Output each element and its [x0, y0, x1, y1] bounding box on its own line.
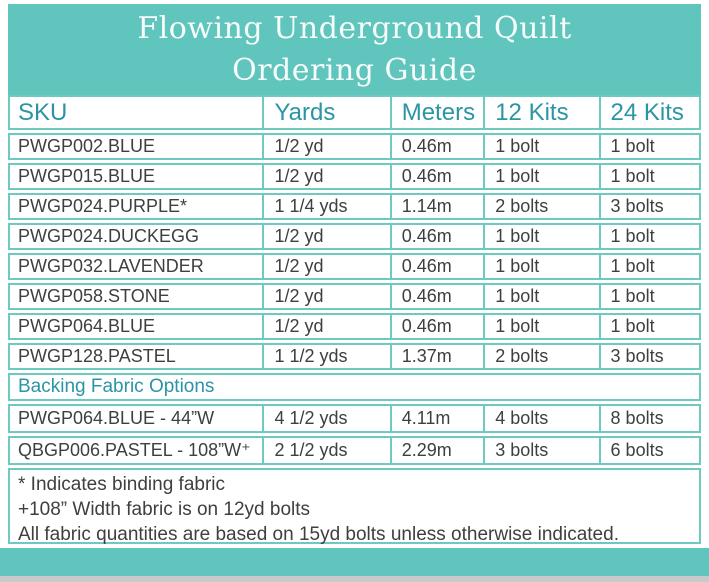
footnote-108width: +108” Width fabric is on 12yd bolts: [18, 499, 311, 520]
cell-12kits: 1 bolt: [483, 225, 598, 248]
cell-meters: 1.14m: [390, 195, 483, 218]
cell-sku: PWGP015.BLUE: [18, 166, 156, 186]
table-row: [8, 313, 701, 340]
section-label: Backing Fabric Options: [18, 376, 215, 397]
cell-12kits: 2 bolts: [483, 195, 598, 218]
table-row: [8, 163, 701, 190]
page-title-line2: Ordering Guide: [232, 52, 477, 88]
cell-yards: 1/2 yd: [262, 165, 389, 188]
cell-sku: QBGP006.PASTEL - 108”W⁺: [18, 440, 251, 460]
footnotes-box: [8, 468, 701, 544]
table-row: [8, 436, 701, 465]
cell-yards: 2 1/2 yds: [262, 438, 389, 463]
footer-teal-bar: [0, 548, 709, 576]
cell-24kits: 3 bolts: [599, 345, 699, 368]
cell-24kits: 1 bolt: [599, 165, 699, 188]
table-row: [8, 133, 701, 160]
column-header-sku: SKU: [18, 98, 68, 126]
cell-24kits: 3 bolts: [599, 195, 699, 218]
cell-sku: PWGP024.DUCKEGG: [18, 226, 200, 246]
cell-sku: PWGP064.BLUE: [18, 316, 156, 336]
cell-sku: PWGP058.STONE: [18, 286, 170, 306]
table-row: [8, 283, 701, 310]
table-row: [8, 404, 701, 433]
cell-yards: 4 1/2 yds: [262, 406, 389, 431]
cell-yards: 1/2 yd: [262, 285, 389, 308]
cell-meters: 0.46m: [390, 225, 483, 248]
cell-24kits: 1 bolt: [599, 315, 699, 338]
cell-12kits: 2 bolts: [483, 345, 598, 368]
cell-meters: 0.46m: [390, 255, 483, 278]
cell-sku: PWGP002.BLUE: [18, 136, 156, 156]
cell-meters: 0.46m: [390, 165, 483, 188]
cell-yards: 1/2 yd: [262, 255, 389, 278]
column-header-24kits: 24 Kits: [599, 97, 699, 128]
title-block: [8, 4, 701, 95]
cell-12kits: 1 bolt: [483, 165, 598, 188]
cell-12kits: 1 bolt: [483, 315, 598, 338]
cell-12kits: 1 bolt: [483, 255, 598, 278]
cell-24kits: 1 bolt: [599, 135, 699, 158]
cell-12kits: 1 bolt: [483, 285, 598, 308]
cell-yards: 1/2 yd: [262, 135, 389, 158]
cell-24kits: 1 bolt: [599, 255, 699, 278]
cell-24kits: 1 bolt: [599, 225, 699, 248]
cell-sku: PWGP064.BLUE - 44”W: [18, 408, 215, 428]
cell-12kits: 4 bolts: [483, 406, 598, 431]
cell-meters: 2.29m: [390, 438, 483, 463]
cell-yards: 1/2 yd: [262, 315, 389, 338]
cell-12kits: 1 bolt: [483, 135, 598, 158]
table-row: [8, 223, 701, 250]
footnote-quantities: All fabric quantities are based on 15yd bolts unless otherwise indicated.: [18, 524, 619, 545]
cell-sku: PWGP024.PURPLE*: [18, 196, 188, 216]
page-title-line1: Flowing Underground Quilt: [137, 10, 572, 46]
cell-sku: PWGP128.PASTEL: [18, 346, 176, 366]
cell-24kits: 1 bolt: [599, 285, 699, 308]
cell-meters: 1.37m: [390, 345, 483, 368]
cell-meters: 0.46m: [390, 285, 483, 308]
footnote-binding: * Indicates binding fabric: [18, 474, 226, 495]
table-row: [8, 253, 701, 280]
cell-24kits: 6 bolts: [599, 438, 699, 463]
cell-24kits: 8 bolts: [599, 406, 699, 431]
column-header-meters: Meters: [390, 97, 483, 128]
cell-yards: 1 1/2 yds: [262, 345, 389, 368]
table-content: [8, 4, 701, 544]
cell-yards: 1/2 yd: [262, 225, 389, 248]
cell-meters: 0.46m: [390, 135, 483, 158]
cell-meters: 0.46m: [390, 315, 483, 338]
column-header-12kits: 12 Kits: [483, 97, 598, 128]
cell-yards: 1 1/4 yds: [262, 195, 389, 218]
bottom-gray-strip: [0, 576, 709, 582]
column-header-yards: Yards: [262, 97, 389, 128]
cell-12kits: 3 bolts: [483, 438, 598, 463]
table-row: [8, 343, 701, 370]
table-row: [8, 193, 701, 220]
cell-sku: PWGP032.LAVENDER: [18, 256, 204, 276]
backing-fabric-section-header: [8, 373, 701, 401]
table-header-row: [8, 95, 701, 130]
cell-meters: 4.11m: [390, 406, 483, 431]
